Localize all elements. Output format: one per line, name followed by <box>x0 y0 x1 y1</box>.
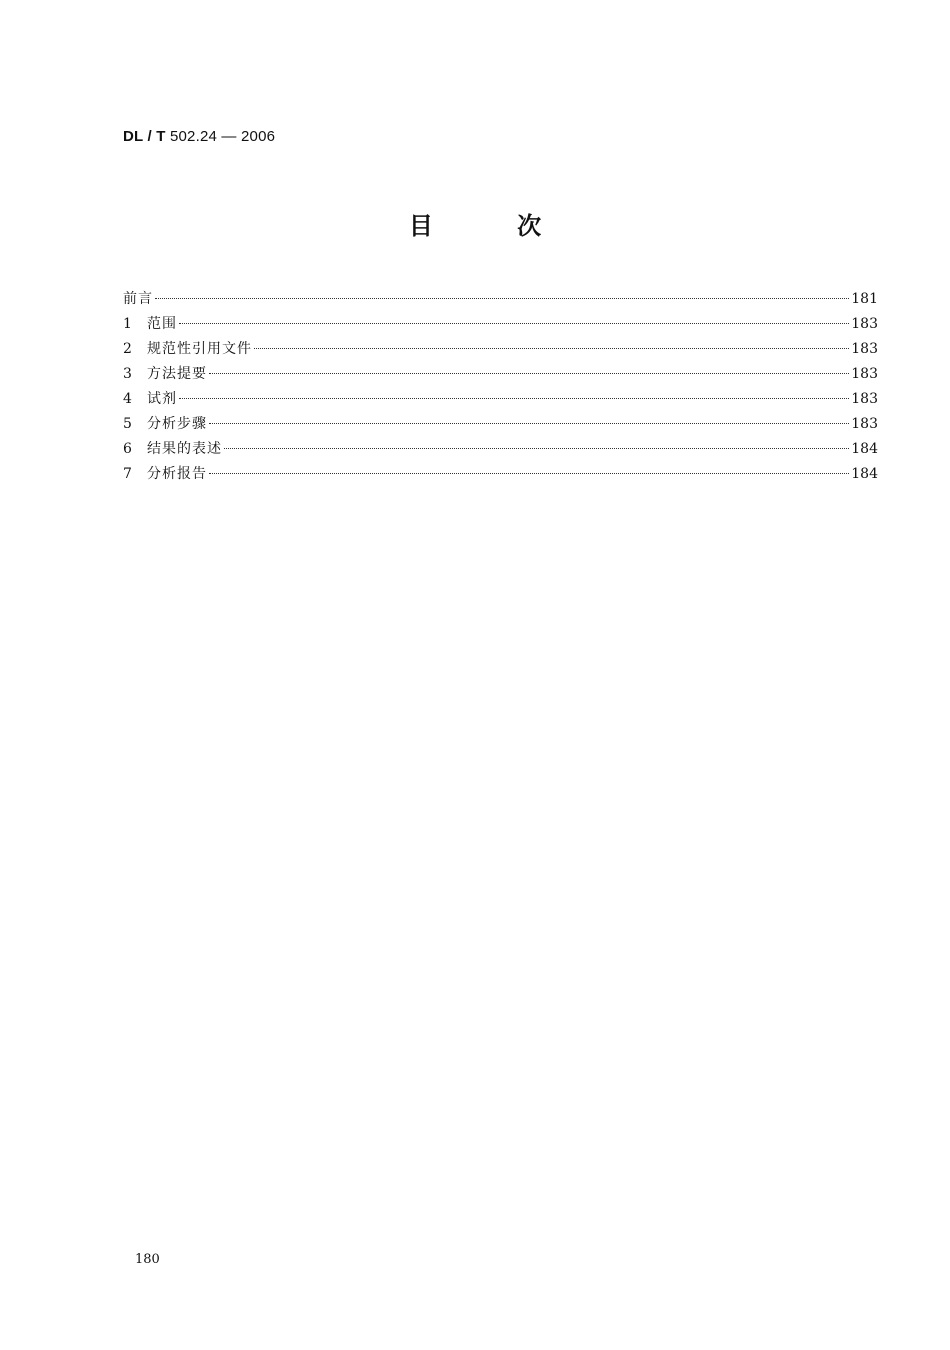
toc-entry-label: 分析报告 <box>147 466 207 482</box>
toc-entry-foreword[interactable] <box>123 287 878 312</box>
toc-dot-leader <box>209 473 849 474</box>
standard-code <box>123 128 275 145</box>
toc-entry-label: 规范性引用文件 <box>147 341 252 357</box>
toc-entry-label: 前言 <box>123 291 153 307</box>
toc-title: 目 次 <box>408 212 580 240</box>
toc-entry-page: 183 <box>851 316 878 332</box>
toc-entry-1[interactable] <box>123 312 878 337</box>
page-number: 180 <box>135 1252 160 1267</box>
toc-dot-leader <box>179 323 849 324</box>
toc-entry-page: 183 <box>851 341 878 357</box>
toc-entry-page: 183 <box>851 416 878 432</box>
toc-entry-label: 方法提要 <box>147 366 207 382</box>
toc-entry-page: 181 <box>851 291 878 307</box>
toc-entry-4[interactable] <box>123 387 878 412</box>
toc-entry-2[interactable] <box>123 337 878 362</box>
toc-entry-page: 184 <box>851 441 878 457</box>
toc-entry-page: 183 <box>851 366 878 382</box>
toc-dot-leader <box>179 398 849 399</box>
toc-dot-leader <box>209 373 849 374</box>
toc-dot-leader <box>155 298 849 299</box>
toc-entry-number: 2 <box>123 341 132 357</box>
toc-dot-leader <box>224 448 849 449</box>
toc-entry-number: 7 <box>123 466 132 482</box>
toc-entry-5[interactable] <box>123 412 878 437</box>
toc-entry-label: 结果的表述 <box>147 441 222 457</box>
standard-prefix: DL / T <box>123 128 166 145</box>
toc-entry-page: 183 <box>851 391 878 407</box>
standard-number: 502.24 — 2006 <box>169 128 276 145</box>
toc-dot-leader <box>209 423 849 424</box>
toc-entry-label: 分析步骤 <box>147 416 207 432</box>
toc-entry-label: 范围 <box>147 316 177 332</box>
toc-entry-number: 5 <box>123 416 132 432</box>
toc-dot-leader <box>254 348 849 349</box>
toc-entry-3[interactable] <box>123 362 878 387</box>
toc-entry-number: 1 <box>123 316 132 332</box>
toc-entry-6[interactable] <box>123 437 878 462</box>
toc-entry-page: 184 <box>851 466 878 482</box>
toc-entry-number: 3 <box>123 366 132 382</box>
toc-entry-number: 6 <box>123 441 132 457</box>
toc-entry-label: 试剂 <box>147 391 177 407</box>
toc-entry-number: 4 <box>123 391 132 407</box>
table-of-contents <box>123 287 878 487</box>
toc-entry-7[interactable] <box>123 462 878 487</box>
